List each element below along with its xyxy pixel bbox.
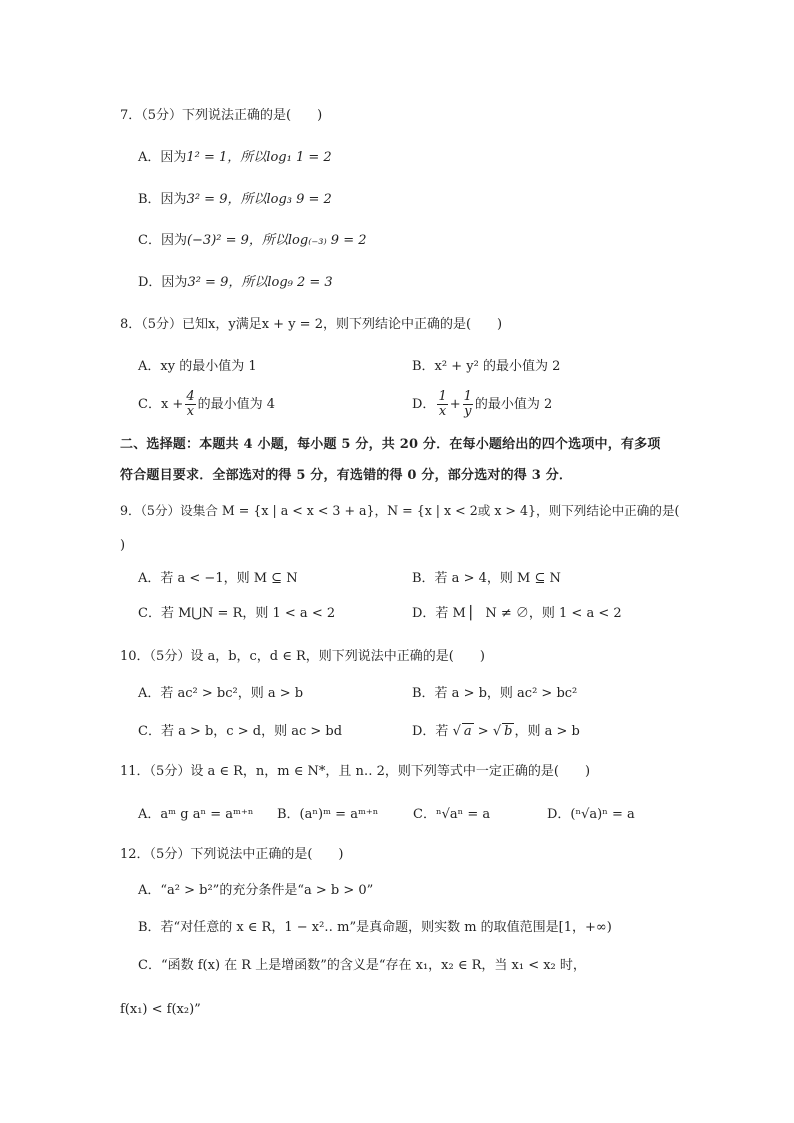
q8-c-fraction: $\frac{4}{x}$ xyxy=(186,389,195,419)
q12-stem: 12．（5分）下列说法中正确的是( ) xyxy=(120,847,344,862)
q10-sqrt-a: a xyxy=(463,724,472,739)
q8-stem: 8．（5分）已知x，y满足x + y = 2，则下列结论中正确的是( ) xyxy=(120,317,503,332)
q11-option-c: C．ⁿ√aⁿ = a xyxy=(413,807,491,822)
q11-option-a: A．aᵐ g aⁿ = aᵐ⁺ⁿ xyxy=(138,807,254,822)
q10-stem: 10．（5分）设 a，b，c，d ∈ R，则下列说法中正确的是( ) xyxy=(120,649,485,664)
q12-option-a: A．“a² > b²”的充分条件是“a > b > 0” xyxy=(138,883,374,898)
q11-stem: 11．（5分）设 a ∈ R，n，m ∈ N*，且 n‥ 2，则下列等式中一定正确的是( ) xyxy=(120,764,591,779)
q8-option-d: D． $\frac{1}{x}$ + $\frac{1}{y}$ 的最小值为 2 xyxy=(412,389,553,419)
q9-option-d: D．若 M⎥ N ≠ ∅，则 1 < a < 2 xyxy=(412,606,622,621)
q10-sqrt-b: b xyxy=(504,724,513,739)
q8-d-fraction-2: $\frac{1}{y}$ xyxy=(463,389,472,419)
q9-option-c: C．若 M⋃N = R，则 1 < a < 2 xyxy=(138,606,336,621)
q7-option-a: A．因为1² = 1，所以log₁ 1 = 2 xyxy=(138,150,332,165)
q10-option-a: A．若 ac² > bc²，则 a > b xyxy=(138,686,304,701)
q8-d-fraction-1: $\frac{1}{x}$ xyxy=(438,389,447,419)
q10-option-b: B．若 a > b，则 ac² > bc² xyxy=(412,686,578,701)
q9-stem: 9．（5分）设集合 M = {x | a < x < 3 + a}，N = {x | x < 2或 x > 4}，则下列结论中正确的是( xyxy=(120,503,680,518)
q12-option-c-cont: f(x₁) < f(x₂)” xyxy=(120,1002,201,1017)
section-heading-line1: 二、选择题：本题共 4 小题，每小题 5 分，共 20 分．在每小题给出的四个选项中，有多项 xyxy=(120,437,661,452)
q8-option-a: A．xy 的最小值为 1 xyxy=(138,359,257,374)
q8-option-b: B．x² + y² 的最小值为 2 xyxy=(412,359,561,374)
q9-option-b: B．若 a > 4，则 M ⊆ N xyxy=(412,571,561,586)
q9-stem-cont: ) xyxy=(120,538,126,553)
q7-stem: 7．（5分）下列说法正确的是( ) xyxy=(120,108,323,123)
q8-option-c: C．x + $\frac{4}{x}$ 的最小值为 4 xyxy=(138,389,275,419)
q11-option-b: B．(aⁿ)ᵐ = aᵐ⁺ⁿ xyxy=(277,807,379,822)
q12-option-c: C．“函数 f(x) 在 R 上是增函数”的含义是“存在 x₁，x₂ ∈ R，当 x₁ < x₂ 时， xyxy=(138,958,586,973)
q11-option-d: D．(ⁿ√a)ⁿ = a xyxy=(547,807,635,822)
q7-option-d: D．因为3² = 9，所以log₉ 2 = 3 xyxy=(138,275,333,290)
q12-option-b: B．若“对任意的 x ∈ R，1 − x²‥ m”是真命题，则实数 m 的取值范围是[1，+∞) xyxy=(138,920,612,935)
q7-option-b: B．因为3² = 9，所以log₃ 9 = 2 xyxy=(138,192,332,207)
q10-option-c: C．若 a > b，c > d，则 ac > bd xyxy=(138,724,343,739)
q9-option-a: A．若 a < −1，则 M ⊆ N xyxy=(138,571,298,586)
q10-option-d: D．若 √ a > √ b ，则 a > b xyxy=(412,724,580,739)
section-heading-line2: 符合题目要求．全部选对的得 5 分，有选错的得 0 分，部分选对的得 3 分． xyxy=(120,468,573,483)
q7-option-c: C．因为(−3)² = 9，所以log₍₋₃₎ 9 = 2 xyxy=(138,233,367,248)
